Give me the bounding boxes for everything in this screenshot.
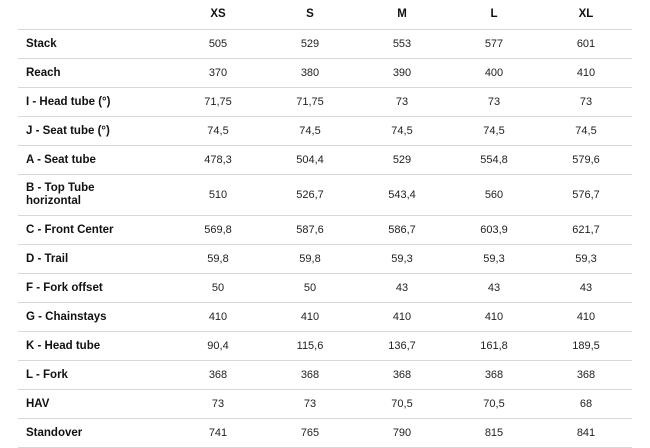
cell-fork-s: 368: [264, 361, 356, 390]
table-header: [18, 0, 632, 30]
cell-front-center-m: 586,7: [356, 216, 448, 245]
cell-stack-xl: 601: [540, 30, 632, 59]
row-label-standover: Standover: [18, 419, 172, 448]
cell-seat-tube-l: 554,8: [448, 146, 540, 175]
cell-fork-offset-m: 43: [356, 274, 448, 303]
table-row: [18, 390, 632, 419]
table-row: [18, 59, 632, 88]
cell-seat-tube-m: 529: [356, 146, 448, 175]
cell-head-tube-l: 161,8: [448, 332, 540, 361]
cell-standover-s: 765: [264, 419, 356, 448]
cell-head-tube-xs: 90,4: [172, 332, 264, 361]
row-label-fork-offset: F - Fork offset: [18, 274, 172, 303]
cell-top-tube-horizontal-s: 526,7: [264, 175, 356, 216]
table-row: [18, 245, 632, 274]
cell-hav-xl: 68: [540, 390, 632, 419]
cell-stack-l: 577: [448, 30, 540, 59]
cell-seat-tube-angle-m: 74,5: [356, 117, 448, 146]
table-row: [18, 274, 632, 303]
cell-chainstays-s: 410: [264, 303, 356, 332]
cell-reach-l: 400: [448, 59, 540, 88]
cell-hav-m: 70,5: [356, 390, 448, 419]
row-label-seat-tube: A - Seat tube: [18, 146, 172, 175]
row-label-hav: HAV: [18, 390, 172, 419]
cell-hav-xs: 73: [172, 390, 264, 419]
cell-fork-xs: 368: [172, 361, 264, 390]
cell-seat-tube-s: 504,4: [264, 146, 356, 175]
row-label-top-tube-horizontal: [18, 175, 172, 216]
cell-seat-tube-xl: 579,6: [540, 146, 632, 175]
row-label-front-center: C - Front Center: [18, 216, 172, 245]
cell-chainstays-l: 410: [448, 303, 540, 332]
table-row: [18, 419, 632, 448]
column-header-s: S: [264, 0, 356, 30]
cell-fork-l: 368: [448, 361, 540, 390]
cell-head-tube-angle-m: 73: [356, 88, 448, 117]
table-row: [18, 361, 632, 390]
table-row: [18, 303, 632, 332]
cell-seat-tube-angle-xs: 74,5: [172, 117, 264, 146]
table-row: [18, 175, 632, 216]
table-row: [18, 88, 632, 117]
table-body: [18, 30, 632, 448]
cell-top-tube-horizontal-l: 560: [448, 175, 540, 216]
cell-fork-offset-xs: 50: [172, 274, 264, 303]
row-label-seat-tube-angle: J - Seat tube (°): [18, 117, 172, 146]
cell-seat-tube-angle-xl: 74,5: [540, 117, 632, 146]
row-label-stack: Stack: [18, 30, 172, 59]
column-header-xs: XS: [172, 0, 264, 30]
row-label-reach: Reach: [18, 59, 172, 88]
cell-reach-xl: 410: [540, 59, 632, 88]
row-label-head-tube: K - Head tube: [18, 332, 172, 361]
cell-standover-l: 815: [448, 419, 540, 448]
cell-seat-tube-angle-s: 74,5: [264, 117, 356, 146]
row-label-trail: D - Trail: [18, 245, 172, 274]
cell-trail-l: 59,3: [448, 245, 540, 274]
cell-trail-xl: 59,3: [540, 245, 632, 274]
table-row: [18, 117, 632, 146]
cell-fork-offset-xl: 43: [540, 274, 632, 303]
cell-head-tube-s: 115,6: [264, 332, 356, 361]
cell-chainstays-xs: 410: [172, 303, 264, 332]
column-header-xl: XL: [540, 0, 632, 30]
cell-fork-offset-l: 43: [448, 274, 540, 303]
table-header-row: [18, 0, 632, 30]
cell-head-tube-xl: 189,5: [540, 332, 632, 361]
cell-top-tube-horizontal-xl: 576,7: [540, 175, 632, 216]
cell-reach-xs: 370: [172, 59, 264, 88]
cell-front-center-s: 587,6: [264, 216, 356, 245]
cell-head-tube-angle-xs: 71,75: [172, 88, 264, 117]
cell-stack-m: 553: [356, 30, 448, 59]
cell-head-tube-angle-l: 73: [448, 88, 540, 117]
cell-stack-s: 529: [264, 30, 356, 59]
table-row: [18, 216, 632, 245]
cell-standover-xl: 841: [540, 419, 632, 448]
table-row: [18, 30, 632, 59]
cell-fork-offset-s: 50: [264, 274, 356, 303]
cell-chainstays-xl: 410: [540, 303, 632, 332]
row-label-fork: L - Fork: [18, 361, 172, 390]
table-row: [18, 146, 632, 175]
cell-front-center-xl: 621,7: [540, 216, 632, 245]
cell-chainstays-m: 410: [356, 303, 448, 332]
cell-hav-s: 73: [264, 390, 356, 419]
cell-reach-m: 390: [356, 59, 448, 88]
cell-top-tube-horizontal-xs: 510: [172, 175, 264, 216]
cell-trail-s: 59,8: [264, 245, 356, 274]
cell-reach-s: 380: [264, 59, 356, 88]
column-header-m: M: [356, 0, 448, 30]
cell-front-center-l: 603,9: [448, 216, 540, 245]
cell-trail-xs: 59,8: [172, 245, 264, 274]
cell-seat-tube-angle-l: 74,5: [448, 117, 540, 146]
cell-standover-xs: 741: [172, 419, 264, 448]
cell-fork-xl: 368: [540, 361, 632, 390]
cell-head-tube-m: 136,7: [356, 332, 448, 361]
row-label-top-tube-horizontal-text: B - Top Tube horizontal: [26, 182, 95, 207]
table-corner-cell: [18, 0, 172, 30]
cell-standover-m: 790: [356, 419, 448, 448]
row-label-chainstays: G - Chainstays: [18, 303, 172, 332]
column-header-l: L: [448, 0, 540, 30]
cell-top-tube-horizontal-m: 543,4: [356, 175, 448, 216]
cell-hav-l: 70,5: [448, 390, 540, 419]
cell-head-tube-angle-s: 71,75: [264, 88, 356, 117]
cell-head-tube-angle-xl: 73: [540, 88, 632, 117]
cell-fork-m: 368: [356, 361, 448, 390]
cell-trail-m: 59,3: [356, 245, 448, 274]
row-label-head-tube-angle: I - Head tube (°): [18, 88, 172, 117]
table-row: [18, 332, 632, 361]
geometry-table: [18, 0, 632, 448]
cell-stack-xs: 505: [172, 30, 264, 59]
cell-front-center-xs: 569,8: [172, 216, 264, 245]
cell-seat-tube-xs: 478,3: [172, 146, 264, 175]
